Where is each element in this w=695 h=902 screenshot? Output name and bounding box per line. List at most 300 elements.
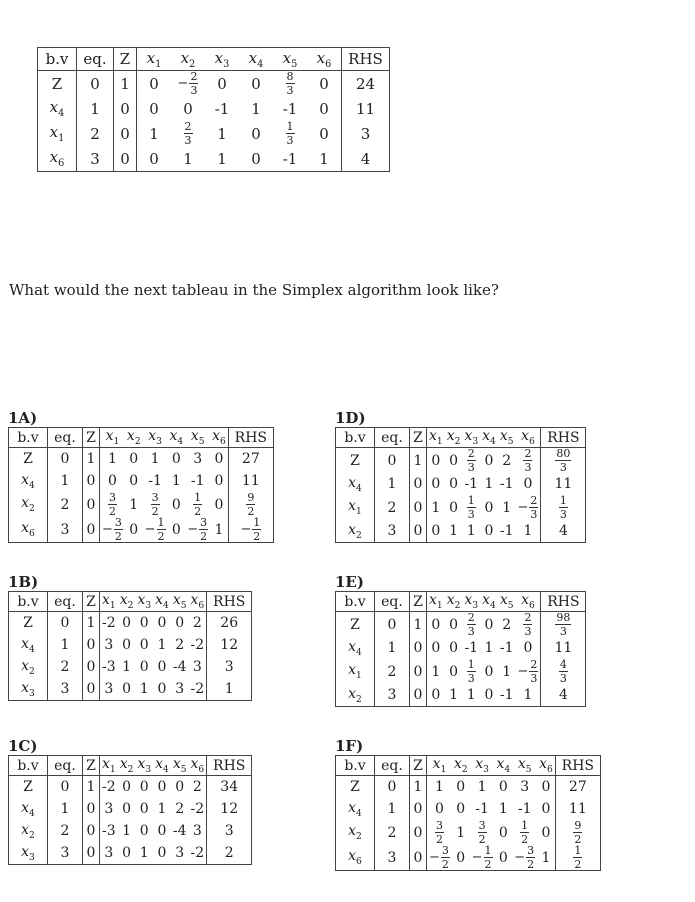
table-cell: $x_2$ [9,492,48,517]
table-row [38,146,390,172]
table-cell: 2 3 [184,120,192,147]
table-cell: 0 [484,663,494,680]
column-header: $x_1$ [100,592,118,612]
table-cell: 0 [157,615,167,631]
table-cell: 2 [189,776,207,799]
table-cell: 0 [139,659,149,675]
table-cell: 1 2 [574,844,582,871]
option-tableau [8,427,274,543]
table-cell: 1 [210,517,228,543]
table-cell: 1 3 [286,120,294,147]
column-header: eq. [48,592,83,612]
table-cell: 3 [104,845,114,861]
column-header: $x_3$ [470,756,495,776]
table-cell: $x_4$ [9,470,48,492]
table-cell: 9 2 [574,819,582,846]
table-cell: 0 [431,687,441,703]
table-cell: 0 [516,637,541,659]
column-header: $x_6$ [307,48,342,71]
table-cell: 3 [104,637,114,653]
table-cell: -1 [282,149,298,168]
column-header: Z [410,756,427,776]
table-cell: 1 [139,845,149,861]
table-cell: 1 [502,499,512,516]
column-header: $x_5$ [172,592,187,611]
table-cell: $x_1$ [336,659,375,684]
column-header: $x_2$ [453,756,468,775]
table-cell: 1 [183,149,193,168]
table-cell: 1 [449,523,459,539]
table-cell: 80 3 [556,447,571,474]
column-header: $x_5$ [499,592,514,611]
table-cell: 0 [375,612,410,638]
table-cell: $x_1$ [336,495,375,520]
table-cell: 2 [175,637,185,653]
table-cell: 3 [48,678,83,701]
table-cell: 2 3 [516,448,541,474]
table-cell: 0 [114,96,137,121]
column-header: $x_5$ [512,756,537,776]
column-header: $x_5$ [499,428,514,447]
table-cell: 0 [410,637,427,659]
column-header: $x_1$ [100,756,118,776]
table-cell: 0 [431,640,441,656]
column-header: $x_5$ [185,428,210,448]
table-cell: 0 [217,74,227,93]
table-row [9,517,274,543]
header-row [9,592,252,612]
column-header: $x_1$ [427,428,445,448]
option-tableau [335,591,586,707]
table-cell: 0 [456,801,466,817]
table-cell: -2 [189,842,207,865]
table-cell: -2 [189,678,207,701]
table-cell: 0 [83,470,100,492]
table-cell: -1 [148,473,162,489]
table-cell: 0 [149,149,159,168]
table-cell: 0 [498,779,508,795]
table-cell: 0 [537,820,555,845]
column-header: $x_4$ [169,428,184,447]
table-cell: $x_4$ [336,473,375,495]
table-cell: 2 [502,452,512,469]
column-header: b.v [38,48,77,71]
table-cell: Z [38,71,77,97]
table-cell: 0 [410,659,427,684]
column-header: b.v [9,428,48,448]
table-cell: -1 [464,640,479,656]
table-cell: 1 [157,801,167,817]
table-cell: -3 [102,659,116,675]
table-cell: -1 [282,99,298,118]
table-cell: 0 [114,146,137,172]
table-cell: − $\frac{3}{2}$ [429,844,449,871]
table-cell: 3 [193,451,203,467]
table-cell: 0 [449,663,459,680]
table-cell: 0 [307,96,342,121]
column-header: eq. [77,48,114,71]
table-cell: − $\frac{1}{2}$ [144,516,165,543]
table-cell: 0 [210,470,228,492]
table-cell: 0 [139,615,149,631]
table-cell: 1 [150,451,160,467]
table-cell: 1 [139,681,149,697]
table-row [9,612,252,635]
table-cell: 1 2 [521,819,529,846]
table-cell: -1 [464,476,479,492]
option-label: 1B) [8,573,39,591]
table-cell: 3 2 [435,819,443,846]
table-cell: 11 [241,473,260,489]
table-cell: 0 [251,124,261,143]
column-header: $x_2$ [119,592,134,611]
table-cell: 1 [434,779,444,795]
table-cell: 0 [307,71,342,97]
table-cell: − $\frac{1}{2}$ [240,516,261,543]
table-row [9,492,274,517]
column-header: $x_1$ [427,592,445,612]
table-row [38,96,390,121]
table-cell: 1 [410,612,427,638]
table-cell: 0 [537,798,555,820]
table-cell: 3 [189,820,207,842]
table-cell: 34 [220,779,239,795]
table-cell: 1 [516,520,541,543]
column-header: $x_4$ [155,592,169,611]
table-cell: 0 [210,448,228,471]
table-cell: 0 [83,517,100,543]
table-cell: 1 [157,637,167,653]
table-cell: 0 [537,776,555,799]
table-cell: 2 [48,820,83,842]
column-header: $x_2$ [119,756,134,775]
table-row [9,470,274,492]
column-header: $x_6$ [189,592,207,612]
table-cell: − $\frac{3}{2}$ [514,844,535,871]
table-cell: 0 [484,452,494,469]
table-cell: 0 [410,495,427,520]
table-cell: 4 [558,523,568,539]
table-cell: 0 [139,779,149,795]
table-cell: 3 [48,517,83,543]
table-cell: 0 [498,849,508,866]
column-header: eq. [375,428,410,448]
table-cell: $x_4$ [336,637,375,659]
table-cell: 1 [410,448,427,474]
table-cell: $x_4$ [336,798,375,820]
table-cell: 0 [516,473,541,495]
column-header: $x_3$ [137,592,152,611]
header-row [9,428,274,448]
table-row [336,798,601,820]
table-cell: 1 [537,845,555,871]
table-cell: 0 [139,637,149,653]
column-header: eq. [375,756,410,776]
table-cell: 0 [456,849,466,866]
table-cell: 11 [355,99,376,118]
table-cell: 1 2 [194,491,202,518]
table-cell: 0 [251,149,261,168]
table-cell: 1 [129,496,139,513]
table-cell: 1 [48,798,83,820]
table-cell: 0 [122,637,132,653]
table-row [9,776,252,799]
table-cell: 2 3 [467,447,475,474]
table-cell: 0 [83,492,100,517]
option-tableau [8,591,252,701]
table-cell: 0 [456,779,466,795]
table-cell: 0 [139,801,149,817]
column-header: b.v [336,756,375,776]
table-cell: 0 [431,476,441,492]
table-cell: 0 [157,845,167,861]
table-cell: 3 [375,520,410,543]
table-cell: 4 3 [559,658,567,685]
column-header: eq. [48,756,83,776]
table-cell: 0 [83,634,100,656]
column-header: $x_4$ [239,48,273,71]
table-row [336,612,586,638]
table-cell: 0 [83,678,100,701]
table-cell: 1 [466,523,476,539]
table-cell: 2 3 [467,611,475,638]
table-cell: 0 [449,640,459,656]
table-cell: 3 [104,801,114,817]
column-header: $x_2$ [446,428,461,447]
column-header: $x_1$ [137,48,172,71]
table-cell: 0 [410,473,427,495]
table-cell: 0 [48,776,83,799]
option-1a[interactable] [8,411,274,543]
table-cell: 2 3 [516,612,541,638]
table-cell: 1 [122,823,132,839]
column-header: $x_4$ [482,592,496,611]
table-cell: 3 [375,845,410,871]
column-header: eq. [48,428,83,448]
column-header: $x_6$ [516,592,541,612]
table-cell: 1 3 [559,494,567,521]
option-label: 1C) [8,737,38,755]
table-row [336,776,601,799]
table-cell: 3 [360,124,371,143]
table-cell: 0 [449,452,459,469]
table-cell: Z [336,612,375,638]
table-cell: 2 [502,616,512,633]
table-cell: 0 [171,521,181,538]
table-cell: 0 [484,523,494,539]
table-cell: 3 [375,684,410,707]
column-header: $x_3$ [205,48,239,71]
column-header: $x_2$ [126,428,141,447]
table-cell: 0 [431,452,441,469]
table-cell: 1 [107,451,117,467]
column-header: b.v [9,756,48,776]
table-cell: 0 [157,681,167,697]
table-cell: 0 [210,492,228,517]
column-header: eq. [375,592,410,612]
table-cell: 0 [410,798,427,820]
table-cell: Z [336,776,375,799]
column-header: $x_6$ [210,428,228,448]
table-row [9,656,252,678]
table-cell: -4 [172,823,187,839]
table-cell: 3 [520,779,530,795]
table-cell: 1 [516,684,541,707]
table-cell: 27 [241,451,260,467]
table-cell: 0 [157,779,167,795]
table-cell: 3 2 [478,819,486,846]
table-cell: 0 [307,121,342,146]
option-tableau [8,755,252,865]
header-row [336,592,586,612]
table-cell: -1 [499,523,514,539]
table-cell: 0 [434,801,444,817]
table-cell: 2 [189,612,207,635]
column-header: Z [83,592,100,612]
table-cell: -2 [102,779,116,795]
table-cell: 1 [307,146,342,172]
table-cell: 0 [431,523,441,539]
table-cell: 0 [484,616,494,633]
table-cell: 1 [171,473,181,489]
table-cell: 0 [175,615,185,631]
table-cell: Z [9,776,48,799]
table-cell: 2 [77,121,114,146]
table-cell: 1 [456,824,466,841]
table-cell: 1 [484,476,494,492]
table-cell: − $\frac{2}{3}$ [516,495,541,520]
column-header: RHS [342,48,390,71]
table-cell: 1 [477,779,487,795]
table-cell: 1 [449,687,459,703]
table-row [9,842,252,865]
table-cell: 1 [83,776,100,799]
table-cell: $x_3$ [9,842,48,865]
table-cell: 12 [220,801,239,817]
table-cell: 1 [48,470,83,492]
option-1d[interactable] [335,411,586,543]
column-header: b.v [336,428,375,448]
table-row [336,820,601,845]
table-row [336,637,586,659]
table-cell: -2 [102,615,116,631]
option-1e[interactable] [335,575,586,707]
table-cell: 1 [375,798,410,820]
table-row [336,448,586,474]
column-header: b.v [336,592,375,612]
table-cell: 4 [558,687,568,703]
table-cell: 0 [122,615,132,631]
table-cell: $x_6$ [9,517,48,543]
table-row [336,845,601,871]
table-cell: − $\frac{3}{2}$ [187,516,208,543]
table-cell: $x_1$ [38,121,77,146]
column-header: $x_3$ [137,756,152,775]
table-cell: 0 [484,687,494,703]
table-cell: 26 [220,615,239,631]
table-cell: 1 [251,99,261,118]
option-tableau [335,427,586,543]
table-cell: 1 [149,124,159,143]
column-header: $x_6$ [516,428,541,448]
table-cell: 0 [410,684,427,707]
table-cell: 3 [189,656,207,678]
table-cell: $x_2$ [336,520,375,543]
table-row [336,473,586,495]
column-header: $x_3$ [464,428,479,447]
table-cell: 0 [410,820,427,845]
column-header: RHS [207,756,252,776]
table-row [9,820,252,842]
table-cell: 9 2 [247,491,255,518]
table-row [9,448,274,471]
table-row [336,495,586,520]
column-header: $x_6$ [189,756,207,776]
table-cell: -2 [189,634,207,656]
table-cell: 0 [107,473,117,489]
table-cell: 0 [251,74,261,93]
column-header: RHS [555,756,600,776]
column-header: $x_3$ [464,592,479,611]
table-cell: 1 [77,96,114,121]
header-row [9,756,252,776]
column-header: $x_3$ [143,428,168,448]
header-row [336,756,601,776]
table-row [336,684,586,707]
table-cell: -2 [189,798,207,820]
table-cell: 0 [183,99,193,118]
table-cell: 3 [77,146,114,172]
table-row [38,71,390,97]
table-cell: 0 [129,473,139,489]
table-cell: $x_2$ [9,820,48,842]
column-header: $x_5$ [273,48,307,71]
table-cell: 0 [122,801,132,817]
question-text: What would the next tableau in the Simplex algorithm look like? [9,281,499,299]
table-cell: 1 [484,640,494,656]
table-cell: -3 [102,823,116,839]
table-cell: -1 [499,476,514,492]
table-cell: 8 3 [286,70,294,97]
table-cell: -1 [475,801,489,817]
column-header: $x_1$ [427,756,452,776]
option-1b[interactable] [8,575,252,701]
table-cell: 0 [83,842,100,865]
option-1f[interactable] [335,739,601,871]
table-cell: 3 [224,823,234,839]
table-cell: -1 [190,473,205,489]
table-cell: 0 [449,499,459,516]
column-header: Z [410,592,427,612]
option-1c[interactable] [8,739,252,865]
table-cell: -1 [499,640,514,656]
table-cell: − $\frac{1}{2}$ [471,844,492,871]
table-cell: 2 [375,820,410,845]
table-row [9,798,252,820]
table-cell: 11 [554,640,573,656]
table-cell: 3 [175,845,185,861]
column-header: $x_2$ [171,48,205,71]
option-tableau [335,755,601,871]
table-cell: 0 [48,448,83,471]
table-row [336,659,586,684]
table-cell: -4 [172,659,187,675]
table-cell: 2 [224,845,234,861]
table-cell: 0 [122,845,132,861]
option-label: 1D) [335,409,366,427]
column-header: $x_4$ [496,756,511,775]
table-cell: 98 3 [556,611,571,638]
